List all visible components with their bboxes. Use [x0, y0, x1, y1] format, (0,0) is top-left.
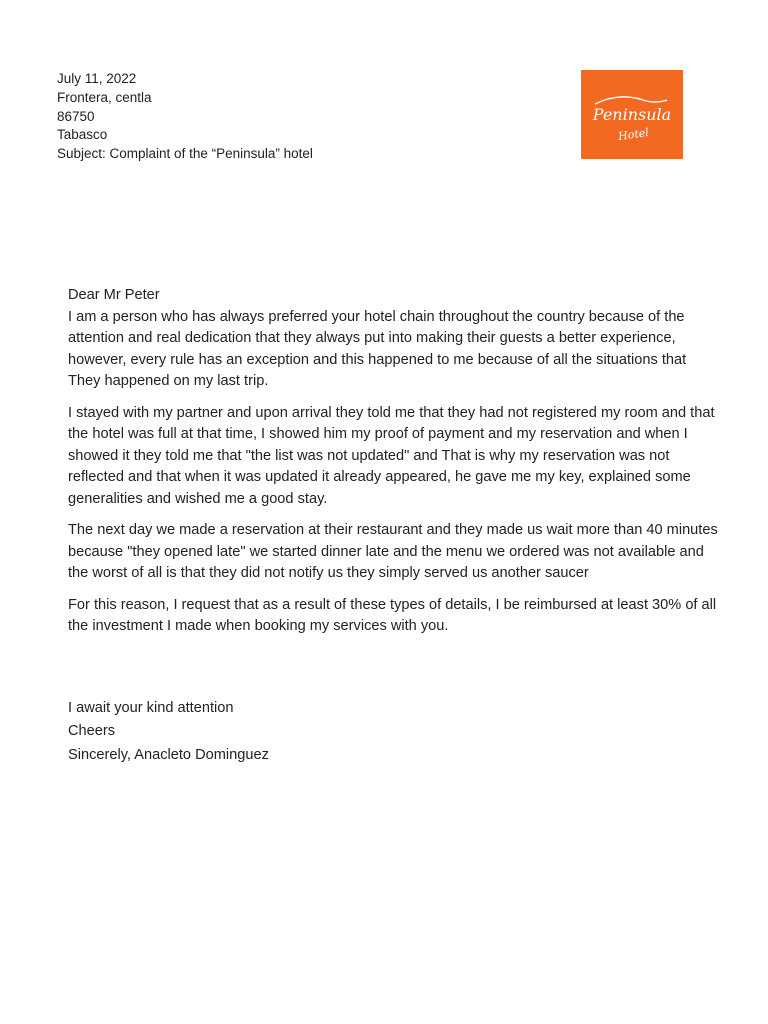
- sender-address-block: [57, 70, 313, 164]
- closing-line: I await your kind attention: [68, 699, 234, 716]
- paragraph-4: For this reason, I request that as a result of these types of details, I be reimbursed at least 30% of all the investment I made when booking my services with you.: [68, 596, 717, 634]
- letter-body: [68, 285, 718, 767]
- paragraph-3: The next day we made a reservation at their restaurant and they made us wait more than 40 minutes because "they opened late" we started dinner late and the menu we ordered was not available and the worst of all is that they did not notify us they simply served us another saucer: [68, 522, 718, 581]
- letter-date: July 11, 2022: [57, 71, 137, 86]
- logo-brand-text: Peninsula: [592, 105, 672, 124]
- sender-city: Frontera, centla: [57, 89, 152, 105]
- logo-sub-text: Hotel: [617, 125, 650, 144]
- salutation: Dear Mr Peter: [68, 287, 160, 303]
- closing-cheers: Cheers: [68, 723, 116, 739]
- paragraph-2: I stayed with my partner and upon arrival they told me that they had not registered my room and that the hotel was full at that time, I showed him my proof of payment and my reservation and when I showed it they told me that "the list was not updated" and That is why my reservation was not reflected and that when it was updated it already appeared, he gave me my key, explained some generalities and wished me a good stay.: [68, 404, 715, 507]
- closing-block: [68, 697, 718, 768]
- paragraph-1: I am a person who has always preferred your hotel chain throughout the country because of the attention and real dedication that they always put into making their guests a better experience, however, every rule has an exception and this happened to me because of all the situations that They happened on my last trip.: [68, 308, 687, 389]
- sender-postal-code: 86750: [57, 108, 95, 124]
- letter-subject: Subject: Complaint of the “Peninsula” hotel: [57, 146, 313, 162]
- signature: Sincerely, Anacleto Dominguez: [68, 746, 269, 763]
- sender-state: Tabasco: [57, 127, 108, 143]
- peninsula-hotel-logo: [581, 70, 683, 159]
